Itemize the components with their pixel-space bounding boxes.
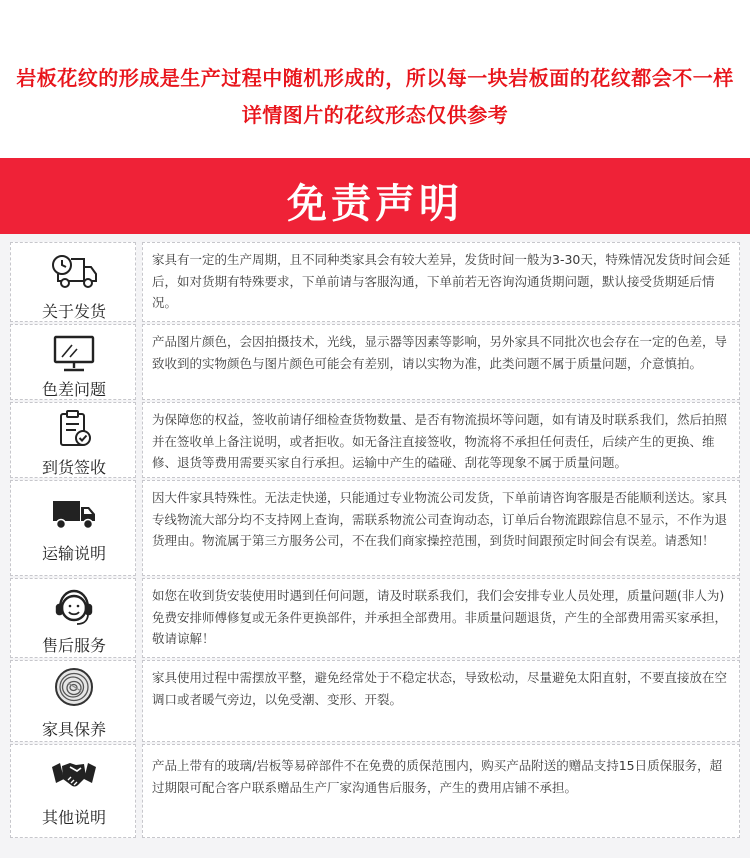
headset-agent-icon <box>50 587 98 629</box>
monitor-icon <box>50 333 98 375</box>
list-item <box>10 242 740 322</box>
disclaimer-panel <box>0 234 750 858</box>
item-icon-cell <box>10 744 136 838</box>
list-item <box>10 744 740 838</box>
item-label: 售后服务 <box>41 636 106 655</box>
list-item <box>10 578 740 658</box>
item-icon-cell <box>10 480 136 576</box>
item-description: 如您在收到货安装使用时遇到任何问题，请及时联系我们，我们会安排专业人员处理，质量问题(非人为)免费安排师傅修复或无条件更换部件，并承担全部费用。非质量问题退货，产生的全部费用需买家承担，敬请谅解！ <box>142 578 740 658</box>
list-item <box>10 480 740 576</box>
list-item <box>10 402 740 478</box>
item-icon-cell <box>10 324 136 400</box>
item-label: 色差问题 <box>41 380 106 399</box>
handshake-icon <box>50 753 98 795</box>
item-description: 因大件家具特殊性。无法走快递，只能通过专业物流公司发货，下单前请咨询客服是否能顺利送达。家具专线物流大部分均不支持网上查询，需联系物流公司查询动态，订单后台物流跟踪信息不显示，不作为退货理由。物流属于第三方服务公司，不在我们商家操控范围，到货时间跟预定时间会有误差。请悉知！ <box>142 480 740 576</box>
pattern-notice <box>0 0 750 158</box>
disclaimer-banner <box>0 158 750 234</box>
item-description: 家具有一定的生产周期，且不同种类家具会有较大差异，发货时间一般为3-30天，特殊情况发货时间会延后，如对货期有特殊要求，下单前请与客服沟通，下单前若无咨询沟通货期问题，默认接受货期延后情况。 <box>142 242 740 322</box>
item-description: 家具使用过程中需摆放平整，避免经常处于不稳定状态，导致松动，尽量避免太阳直射，不要直接放在空调口或者暖气旁边，以免受潮、变形、开裂。 <box>142 660 740 742</box>
item-label: 其他说明 <box>41 808 106 827</box>
item-description: 为保障您的权益，签收前请仔细检查货物数量、是否有物流损坏等问题，如有请及时联系我们，然后拍照并在签收单上备注说明，或者拒收。如无备注直接签收，物流将不承担任何责任，后续产生的更换、维修、退货等费用需要买家自行承担。运输中产生的磕碰、刮花等现象不属于质量问题。 <box>142 402 740 478</box>
list-item <box>10 324 740 400</box>
item-icon-cell <box>10 578 136 658</box>
item-description: 产品图片颜色，会因拍摄技术，光线，显示器等因素等影响，另外家具不同批次也会存在一定的色差，导致收到的实物颜色与图片颜色可能会有差别，请以实物为准，此类问题不属于质量问题，介意慎拍。 <box>142 324 740 400</box>
truck-clock-icon <box>50 251 98 293</box>
item-icon-cell <box>10 402 136 478</box>
wood-ring-icon <box>50 667 98 709</box>
clipboard-check-icon <box>50 409 98 451</box>
notice-line-2: 详情图片的花纹形态仅供参考 <box>241 103 509 127</box>
item-label: 家具保养 <box>41 720 106 739</box>
delivery-truck-icon <box>50 493 98 535</box>
item-label: 到货签收 <box>41 458 106 477</box>
item-description: 产品上带有的玻璃/岩板等易碎部件不在免费的质保范围内，购买产品附送的赠品支持15日质保服务，超过期限可配合客户联系赠品生产厂家沟通售后服务，产生的费用店铺不承担。 <box>142 744 740 838</box>
banner-title: 免责声明 <box>287 181 463 227</box>
item-icon-cell <box>10 242 136 322</box>
notice-line-1: 岩板花纹的形成是生产过程中随机形成的，所以每一块岩板面的花纹都会不一样 <box>16 66 734 90</box>
item-label: 关于发货 <box>41 302 106 321</box>
item-icon-cell <box>10 660 136 742</box>
list-item <box>10 660 740 742</box>
item-label: 运输说明 <box>41 544 106 563</box>
